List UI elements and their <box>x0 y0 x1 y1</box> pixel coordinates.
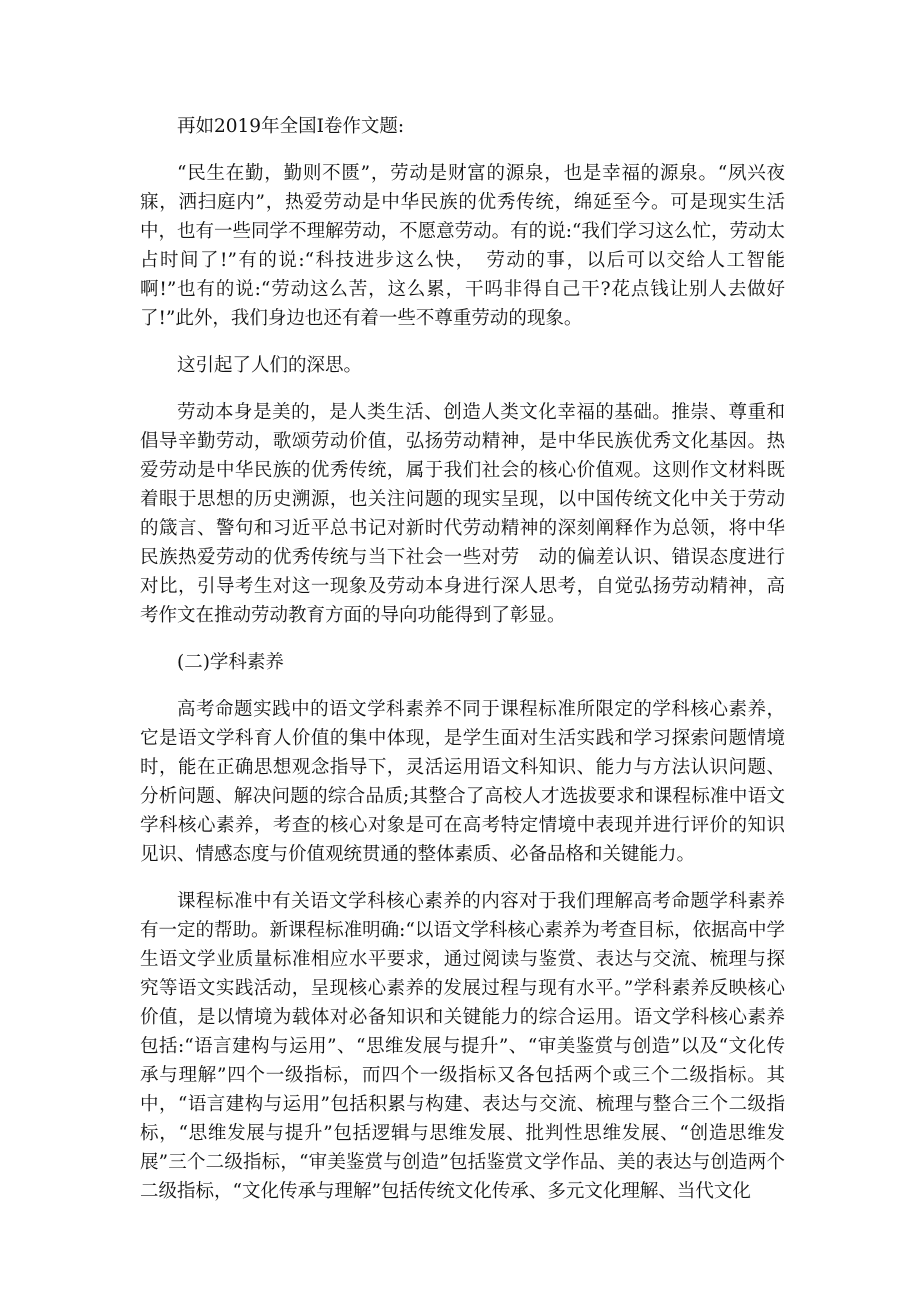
paragraph-curriculum-standard: 课程标准中有关语文学科核心素养的内容对于我们理解高考命题学科素养有一定的帮助。新课程标准明确:“以语文学科核心素养为考查目标，依据高中学生语文学业质量标准相应水平要求，通过阅读与鉴赏、表达与交流、梳理与探究等语文实践活动，呈现核心素养的发展过程与现有水平。”学科素养反映核心价值，是以情境为载体对必备知识和关键能力的综合运用。语文学科核心素养包括:“语言建构与运用”、“思维发展与提升”、“审美鉴赏与创造”以及“文化传承与理解”四个一级指标，而四个一级指标又各包括两个或三个二级指标。其中，“语言建构与运用”包括积累与构建、表达与交流、梳理与整合三个二级指标，“思维发展与提升”包括逻辑与思维发展、批判性思维发展、“创造思维发展”三个二级指标，“审美鉴赏与创造”包括鉴赏文学作品、美的表达与创造两个二级指标，“文化传承与理解”包括传统文化传承、多元文化理解、当代文化 <box>140 891 785 1202</box>
paragraph-labor-analysis: 劳动本身是美的，是人类生活、创造人类文化幸福的基础。推崇、尊重和倡导辛勤劳动，歌颂劳动价值，弘扬劳动精神，是中华民族优秀文化基因。热爱劳动是中华民族的优秀传统，属于我们社会的核心价值观。这则作文材料既着眼于思想的历史溯源，也关注问题的现实呈现，以中国传统文化中关于劳动的箴言、警句和习近平总书记对新时代劳动精神的深刻阐释作为总领，将中华民族热爱劳动的优秀传统与当下社会一些对劳 动的偏差认识、错误态度进行对比，引导考生对这一现象及劳动本身进行深人思考，自觉弘扬劳动精神，高考作文在推动劳动教育方面的导向功能得到了彰显。 <box>140 402 785 626</box>
paragraph-subject-literacy: 高考命题实践中的语文学科素养不同于课程标准所限定的学科核心素养，它是语文学科育人价值的集中体现，是学生面对生活实践和学习探索问题情境时，能在正确思想观念指导下，灵活运用语文科知识、能力与方法认识问题、分析问题、解决问题的综合品质;其整合了高校人才选拔要求和课程标准中语文学科核心素养，考查的核心对象是可在高考特定情境中表现并进行评价的知识见识、情感态度与价值观统贯通的整体素质、必备品格和关键能力。 <box>140 699 785 865</box>
section-heading-subject-literacy: (二)学科素养 <box>177 652 284 673</box>
document-body <box>140 112 785 1206</box>
paragraph-essay-prompt: “民生在勤，勤则不匮”，劳动是财富的源泉，也是幸福的源泉。“夙兴夜寐，洒扫庭内”，热爱劳动是中华民族的优秀传统，绵延至今。可是现实生活中，也有一些同学不理解劳动，不愿意劳动。有的说:“我们学习这么忙，劳动太占时间了!”有的说:“科技进步这么快， 劳动的事，以后可以交给人工智能啊!”也有的说:“劳动这么苦，这么累，干吗非得自己干?花点钱让别人去做好了!”此外，我们身边也还有着一些不尊重劳动的现象。 <box>140 163 785 329</box>
paragraph-intro: 再如2019年全国Ⅰ卷作文题: <box>177 116 405 137</box>
paragraph-reflection: 这引起了人们的深思。 <box>177 355 363 376</box>
